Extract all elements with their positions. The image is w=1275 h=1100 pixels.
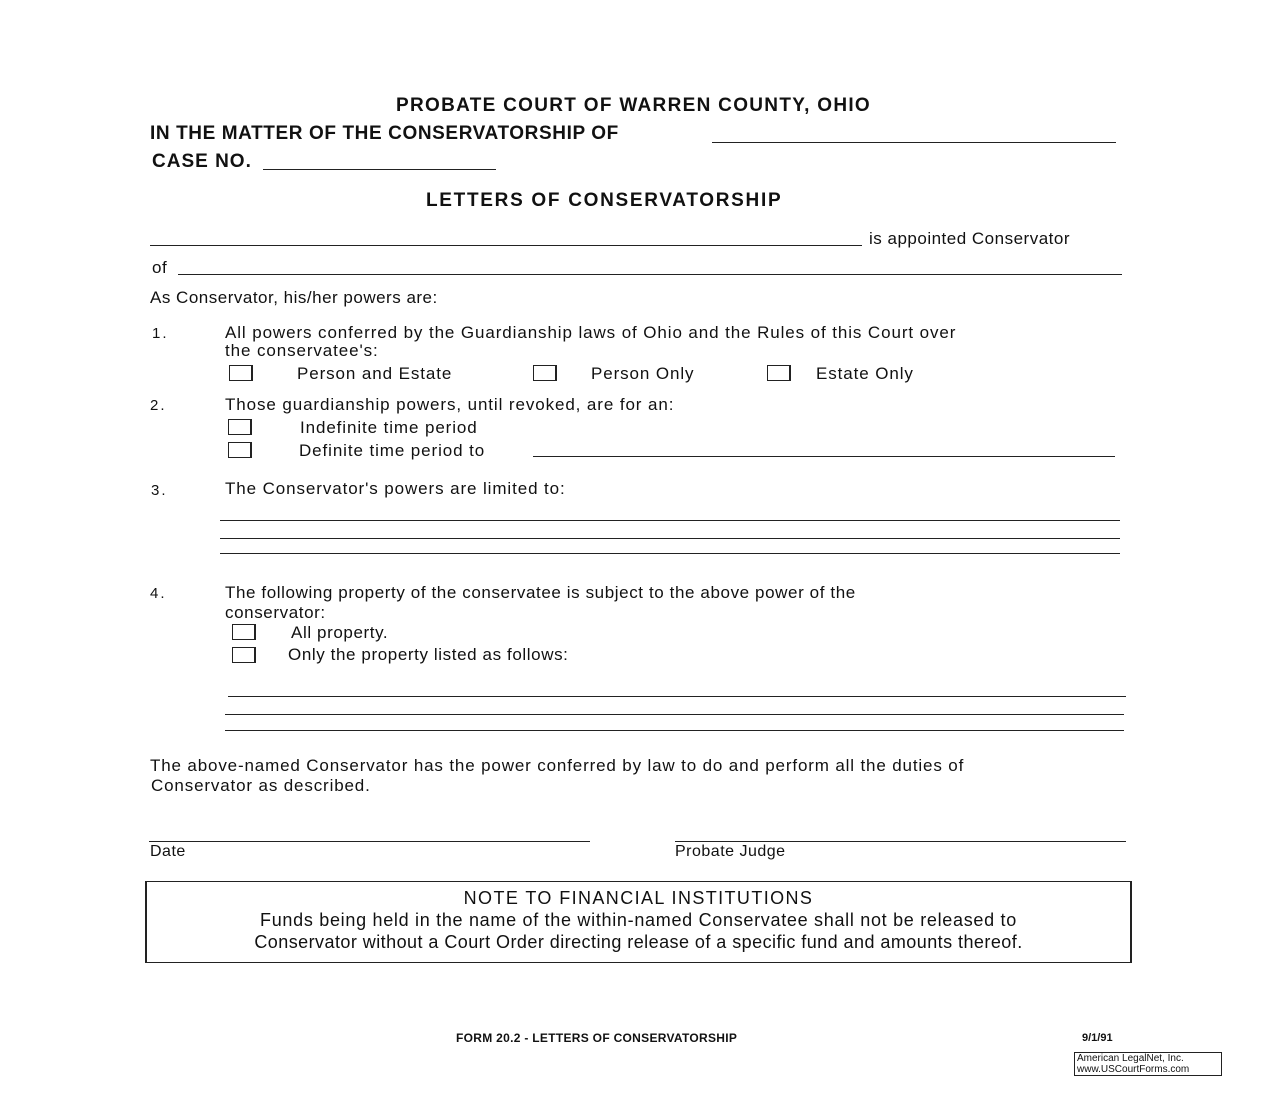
item-1-number: 1. bbox=[152, 325, 169, 342]
definite-period-checkbox[interactable] bbox=[228, 442, 252, 458]
property-line-3[interactable] bbox=[225, 730, 1124, 731]
item-4-text-cont: conservator: bbox=[225, 603, 326, 622]
all-property-checkbox[interactable] bbox=[232, 624, 256, 640]
limits-line-2[interactable] bbox=[220, 538, 1120, 539]
note-box bbox=[145, 881, 1132, 963]
publisher-url: www.USCourtForms.com bbox=[1077, 1064, 1190, 1075]
indefinite-period-label: Indefinite time period bbox=[300, 418, 478, 437]
of-field[interactable] bbox=[178, 274, 1122, 275]
person-only-label: Person Only bbox=[591, 364, 695, 383]
note-title: NOTE TO FINANCIAL INSTITUTIONS bbox=[463, 888, 814, 908]
limits-line-3[interactable] bbox=[220, 553, 1120, 554]
item-2-text: Those guardianship powers, until revoked, are for an: bbox=[225, 395, 675, 414]
person-and-estate-label: Person and Estate bbox=[297, 364, 453, 383]
of-label: of bbox=[152, 258, 168, 277]
powers-intro: As Conservator, his/her powers are: bbox=[150, 288, 438, 307]
definite-period-date-field[interactable] bbox=[533, 456, 1115, 457]
appointed-text: is appointed Conservator bbox=[869, 229, 1071, 248]
property-line-2[interactable] bbox=[225, 714, 1124, 715]
publisher-badge bbox=[1074, 1052, 1222, 1076]
court-name: PROBATE COURT OF WARREN COUNTY, OHIO bbox=[396, 95, 872, 116]
note-text-cont: Conservator without a Court Order directing release of a specific fund and amounts thereof. bbox=[254, 932, 1023, 952]
indefinite-period-checkbox[interactable] bbox=[228, 419, 252, 435]
item-2-number: 2. bbox=[150, 397, 167, 414]
conservatee-name-field[interactable] bbox=[712, 142, 1116, 143]
item-4-text: The following property of the conservatee is subject to the above power of the bbox=[225, 583, 856, 602]
document-title: LETTERS OF CONSERVATORSHIP bbox=[426, 190, 783, 211]
case-no-label: CASE NO. bbox=[152, 151, 252, 172]
conservator-name-field[interactable] bbox=[150, 245, 862, 246]
estate-only-checkbox[interactable] bbox=[767, 365, 791, 381]
definite-period-label: Definite time period to bbox=[299, 441, 486, 460]
all-property-label: All property. bbox=[291, 623, 389, 642]
closing-text-cont: Conservator as described. bbox=[151, 776, 371, 795]
item-1-text-cont: the conservatee's: bbox=[225, 341, 379, 360]
case-no-field[interactable] bbox=[263, 169, 496, 170]
date-field[interactable] bbox=[149, 841, 590, 842]
judge-label: Probate Judge bbox=[675, 843, 786, 860]
judge-signature-field[interactable] bbox=[675, 841, 1126, 842]
limits-line-1[interactable] bbox=[220, 520, 1120, 521]
property-line-1[interactable] bbox=[228, 696, 1126, 697]
form-date: 9/1/91 bbox=[1082, 1032, 1113, 1044]
estate-only-label: Estate Only bbox=[816, 364, 914, 383]
form-number: FORM 20.2 - LETTERS OF CONSERVATORSHIP bbox=[456, 1031, 738, 1045]
matter-label: IN THE MATTER OF THE CONSERVATORSHIP OF bbox=[150, 123, 619, 144]
listed-property-label: Only the property listed as follows: bbox=[288, 645, 569, 664]
closing-text: The above-named Conservator has the power conferred by law to do and perform all the duties of bbox=[150, 756, 965, 775]
item-4-number: 4. bbox=[150, 585, 167, 602]
item-3-text: The Conservator's powers are limited to: bbox=[225, 479, 566, 498]
publisher-name: American LegalNet, Inc. bbox=[1077, 1053, 1184, 1064]
person-and-estate-checkbox[interactable] bbox=[229, 365, 253, 381]
note-text: Funds being held in the name of the within-named Conservatee shall not be released to bbox=[260, 910, 1017, 930]
item-1-text: All powers conferred by the Guardianship laws of Ohio and the Rules of this Court over bbox=[225, 323, 957, 342]
listed-property-checkbox[interactable] bbox=[232, 647, 256, 663]
item-3-number: 3. bbox=[151, 482, 168, 499]
person-only-checkbox[interactable] bbox=[533, 365, 557, 381]
date-label: Date bbox=[150, 843, 186, 860]
